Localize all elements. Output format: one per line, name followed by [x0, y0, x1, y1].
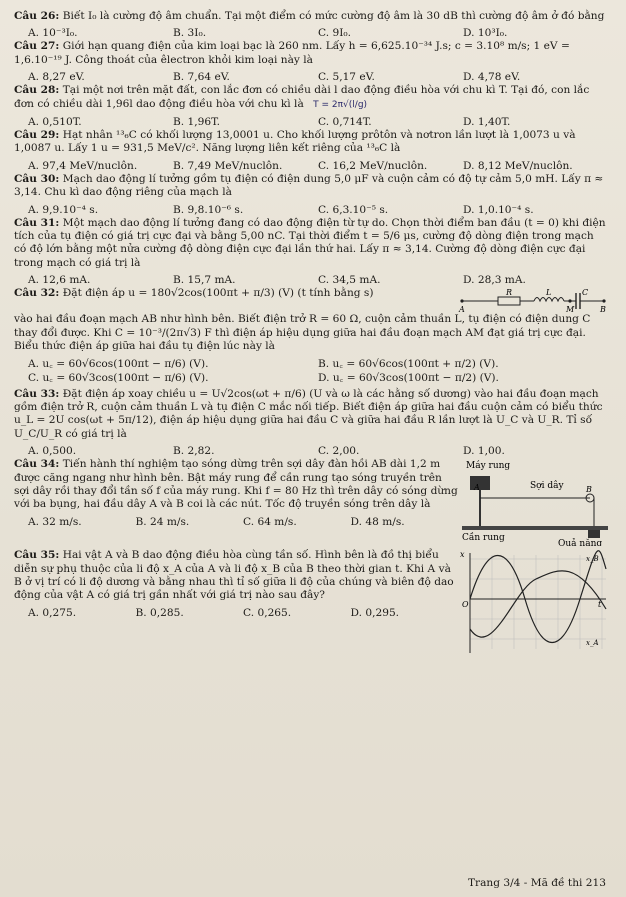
question-label: Câu 31: — [14, 216, 60, 229]
question-label: Câu 29: — [14, 129, 60, 142]
label-m: M — [566, 305, 575, 314]
standing-wave-diagram — [458, 458, 608, 546]
option-a: A. 0,500. — [28, 445, 77, 458]
option-c: C. 6,3.10⁻⁵ s. — [318, 203, 389, 216]
option-d: D. 1,00. — [463, 445, 505, 458]
resistor-icon — [498, 297, 520, 305]
option-a: A. 0,275. — [28, 606, 77, 619]
options-32a — [14, 357, 608, 371]
option-b: B. 7,64 eV. — [173, 71, 230, 84]
xt-graph — [458, 549, 608, 659]
option-d: D. 8,12 MeV/nuclôn. — [463, 159, 573, 172]
option-b: B. 0,285. — [135, 606, 184, 619]
weight-label: Quả nặng — [558, 539, 603, 547]
axis-t-label: t — [598, 600, 602, 610]
question-34-row — [14, 458, 608, 546]
question-31 — [14, 217, 608, 271]
option-c: C. 64 m/s. — [243, 515, 297, 528]
question-32-row — [14, 287, 608, 313]
options-35 — [14, 606, 458, 620]
options-34 — [14, 515, 458, 529]
option-d: D. 1,40T. — [463, 116, 511, 129]
oscillation-graph — [458, 549, 608, 659]
option-c: C. 0,714T. — [318, 116, 372, 129]
options-30 — [14, 203, 608, 217]
option-d: D. u꜀ = 60√3cos(100πt − π/2) (V). — [318, 371, 499, 384]
question-28 — [14, 84, 608, 112]
option-b: B. 7,49 MeV/nuclôn. — [173, 159, 283, 172]
question-text: Mạch dao động lí tưởng gồm tụ điện có điện dung 5,0 μF và cuộn cảm có độ tự cảm 5,0 mH. Lấy π ≈ 3,14. Chu kì dao động riêng của mạch là — [14, 172, 604, 199]
options-31 — [14, 273, 608, 287]
question-35-row — [14, 549, 608, 659]
string-label: Sợi dây — [530, 481, 564, 492]
question-text: Biết I₀ là cường độ âm chuẩn. Tại một điểm có mức cường độ âm là 30 dB thì cường độ âm ở đó bằng — [62, 10, 605, 22]
question-32-cont — [14, 313, 608, 353]
question-text: Tiến hành thí nghiệm tạo sóng dừng trên sợi dây đàn hồi AB dài 1,2 m được căng ngang như hình bên. Bật máy rung để cần rung tạo sóng truyền trên sợi dây rồi thay đổi tần số f của máy rung. Khi f = 80 Hz thì trên dây có sóng dừng với ba bụng, hai đầu dây A và B coi là các nút. Tốc độ truyền sóng trên dây là — [14, 458, 458, 511]
question-label: Câu 35: — [14, 549, 60, 562]
question-label: Câu 26: — [14, 10, 60, 22]
question-label: Câu 32: — [14, 287, 60, 300]
question-29 — [14, 129, 608, 156]
label-b: B — [600, 305, 606, 314]
option-c: C. 5,17 eV. — [318, 71, 375, 84]
circuit-figure — [458, 287, 608, 313]
question-text: vào hai đầu đoạn mạch AB như hình bên. Biết điện trở R = 60 Ω, cuộn cảm thuần L, tụ điện có điện dung C thay đổi được. Khi C = 10⁻³/(2π√3) F thì điện áp hiệu dụng giữa hai đầu đoạn mạch AM đạt giá trị cực đại. Biểu thức điện áp giữa hai đầu tụ điện lúc này là — [14, 313, 591, 353]
question-text: Hai vật A và B dao động điều hòa cùng tần số. Hình bên là đồ thị biểu diễn sự phụ thuộc của li độ x_A của A và li độ x_B của B theo thời gian t. Khi A và B ở vị trí có li độ dương và bằng nhau thì tỉ số giữa li độ của chúng và biên độ dao động của vật A có giá trị gần nhất với giá trị nào sau đây? — [14, 549, 454, 602]
label-a: A — [459, 305, 465, 314]
circuit-diagram — [458, 287, 608, 313]
machine-label: Máy rung — [466, 461, 511, 472]
question-34-block — [14, 458, 458, 546]
option-a: A. 10⁻³I₀. — [28, 27, 78, 40]
option-b: B. 3I₀. — [173, 27, 207, 40]
question-text: Đặt điện áp xoay chiều u = U√2cos(ωt + π/6) (U và ω là các hằng số dương) vào hai đầu đoạn mạch gồm điện trở R, cuộn cảm thuần L và tụ điện C mắc nối tiếp. Biết điện áp giữa hai đầu cuộn cảm có biểu thức u_L = 2U cos(ωt + 5π/12), điện áp hiệu dụng giữa hai đầu C và giữa hai đầu R lần lượt là U_C và U_R. Tỉ số U_C/U_R có giá trị là — [14, 387, 603, 440]
option-d: D. 1,0.10⁻⁴ s. — [463, 203, 534, 216]
origin-label: O — [462, 600, 469, 610]
question-32 — [14, 287, 458, 310]
inductor-icon — [534, 298, 564, 302]
option-a: A. 8,27 eV. — [28, 71, 85, 84]
options-33 — [14, 444, 608, 458]
question-35 — [14, 549, 458, 603]
options-27 — [14, 70, 608, 84]
page-footer: Trang 3/4 - Mã đề thi 213 — [467, 877, 606, 889]
question-label: Câu 34: — [14, 458, 60, 471]
option-d: D. 48 m/s. — [350, 515, 405, 528]
question-35-block — [14, 549, 458, 659]
question-34 — [14, 458, 458, 512]
question-30 — [14, 173, 608, 200]
option-b: B. 24 m/s. — [135, 515, 190, 528]
option-d: D. 10³I₀. — [463, 27, 508, 40]
option-b: B. 9,8.10⁻⁶ s. — [173, 203, 244, 216]
handwritten-note: T = 2π√(l/g) — [313, 99, 368, 110]
options-29 — [14, 159, 608, 173]
options-32b — [14, 371, 608, 385]
option-a: A. 97,4 MeV/nuclôn. — [28, 159, 138, 172]
option-a: A. 0,510T. — [28, 116, 82, 129]
vibrator-icon — [470, 476, 490, 493]
option-c: C. 9I₀. — [318, 27, 352, 40]
label-a: A — [474, 483, 480, 493]
question-33 — [14, 388, 608, 442]
question-26 — [14, 10, 608, 23]
question-text: Giới hạn quang điện của kim loại bạc là 260 nm. Lấy h = 6,625.10⁻³⁴ J.s; c = 3.10⁸ m/s; 1 eV = 1,6.10⁻¹⁹ J. Công thoát của êlectron khỏi kim loại này là — [14, 40, 570, 66]
question-label: Câu 28: — [14, 84, 60, 97]
option-c: C. 34,5 mA. — [318, 274, 381, 287]
question-label: Câu 33: — [14, 387, 60, 400]
label-c: C — [582, 288, 589, 298]
option-c: C. 0,265. — [243, 606, 292, 619]
label-b: B — [586, 485, 592, 495]
option-d: D. 28,3 mA. — [463, 274, 526, 287]
option-a: A. 9,9.10⁻⁴ s. — [28, 203, 99, 216]
option-c: C. 2,00. — [318, 445, 360, 458]
options-26 — [14, 26, 608, 40]
question-text: Một mạch dao động lí tưởng đang có dao động điện từ tự do. Chọn thời điểm ban đầu (t = 0) khi điện tích của tụ điện có giá trị cực đại và bằng 5,00 nC. Tại thời điểm t = 5/6 μs, cường độ dòng điện trong mạch có độ lớn bằng một nửa cường độ dòng điện cực đại lần thứ hai. Lấy π ≈ 3,14. Cường độ dòng điện cực đại trong mạch có giá trị là — [14, 216, 606, 269]
option-d: D. 0,295. — [350, 606, 400, 619]
question-label: Câu 27: — [14, 40, 60, 53]
series-label-bottom: x_A — [586, 639, 599, 648]
option-d: D. 4,78 eV. — [463, 71, 521, 84]
question-text: Hạt nhân ¹³₆C có khối lượng 13,0001 u. Cho khối lượng prôtôn và nơtron lần lượt là 1,0073 u và 1,0087 u. Lấy 1 u = 931,5 MeV/c². Năng lượng liên kết riêng của ¹³₆C là — [14, 129, 576, 155]
curve-a — [470, 551, 606, 643]
standing-wave-figure — [458, 458, 608, 546]
option-a: A. u꜀ = 60√6cos(100πt − π/6) (V). — [28, 357, 209, 370]
series-label-top: x_B — [586, 555, 599, 564]
option-b: B. 1,96T. — [173, 116, 220, 129]
axis-x-label: x — [460, 550, 465, 560]
option-a: A. 12,6 mA. — [28, 274, 91, 287]
question-27 — [14, 40, 608, 67]
label-l: L — [546, 288, 552, 298]
option-a: A. 32 m/s. — [28, 515, 82, 528]
option-b: B. 15,7 mA. — [173, 274, 236, 287]
option-b: B. 2,82. — [173, 445, 215, 458]
options-28 — [14, 115, 608, 129]
option-b: B. u꜀ = 60√6cos(100πt + π/2) (V). — [318, 357, 499, 370]
question-text: Đặt điện áp u = 180√2cos(100πt + π/3) (V) (t tính bằng s) — [62, 287, 374, 300]
question-label: Câu 30: — [14, 172, 60, 185]
option-c: C. 16,2 MeV/nuclôn. — [318, 159, 428, 172]
option-c: C. u꜀ = 60√3cos(100πt − π/6) (V). — [28, 371, 209, 384]
label-r: R — [506, 288, 513, 298]
question-text: Tại một nơi trên mặt đất, con lắc đơn có chiều dài l dao động điều hòa với chu kì T. Tại đó, con lắc đơn có chiều dài 1,96l dao động điều hòa với chu kì là — [14, 84, 590, 110]
rod-label: Cần rung — [462, 533, 505, 544]
